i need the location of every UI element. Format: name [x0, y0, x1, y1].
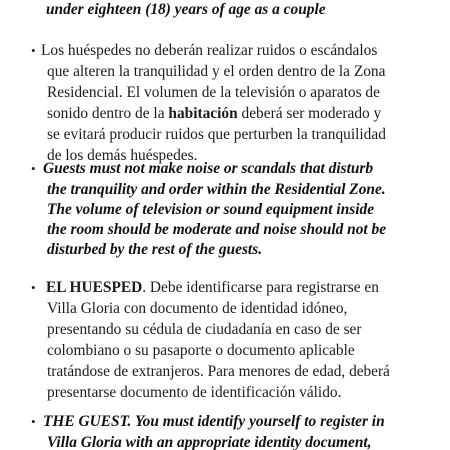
guest-en-line-1: THE GUEST. You must identify yourself to register in	[43, 413, 385, 430]
guest-es-line-2: Villa Gloria con documento de identidad idóneo,	[47, 300, 348, 317]
noise-es-line-3: Residencial. El volumen de la televisión o aparatos de	[47, 84, 380, 101]
guest-es-line-6: presentarse documento de identificación válido.	[47, 384, 342, 401]
guest-es-line-1	[46, 278, 379, 297]
bullet-noise-es: •	[31, 43, 36, 58]
bullet-guest-es: •	[31, 280, 36, 295]
noise-es-line-5: se evitará producir ruidos que perturben la tranquilidad	[47, 126, 386, 143]
noise-es-line-4-end: deberá ser moderado y	[237, 105, 382, 122]
guest-es-line-5: tratándose de extranjeros. Para menores de edad, deberá	[47, 363, 390, 380]
guest-es-line-4: colombiano o su pasaporte o documento aplicable	[47, 342, 355, 359]
noise-en-line-1: Guests must not make noise or scandals that disturb	[43, 160, 374, 177]
noise-es-line-1: Los huéspedes no deberán realizar ruidos o escándalos	[41, 42, 378, 59]
bullet-noise-en: •	[31, 161, 36, 176]
noise-en-line-3: The volume of television or sound equipment inside	[47, 201, 375, 218]
noise-es-line-4	[47, 104, 381, 123]
guest-es-lead: EL HUESPED	[46, 279, 143, 296]
bullet-guest-en: •	[31, 414, 36, 429]
guest-en-line-2: Villa Gloria with an appropriate identity document,	[47, 434, 372, 450]
noise-en-line-2: the tranquility and order within the Residential Zone.	[47, 181, 386, 198]
guest-es-line-3: presentando su cédula de ciudadanía en caso de ser	[47, 321, 362, 338]
top-fragment-text: under eighteen (18) years of age as a couple	[46, 1, 326, 18]
noise-es-line-4-start: sonido dentro de la	[47, 105, 169, 122]
guest-es-line-1-rest: . Debe identificarse para registrarse en	[142, 279, 379, 296]
room-word-bold: habitación	[168, 105, 238, 122]
noise-es-line-2: que alteren la tranquilidad y el orden dentro de la Zona	[47, 63, 386, 80]
noise-en-line-5: disturbed by the rest of the guests.	[47, 241, 263, 258]
noise-en-line-4: the room should be moderate and noise should not be	[47, 221, 387, 238]
noise-es-line-6: de los demás huéspedes.	[47, 147, 198, 164]
